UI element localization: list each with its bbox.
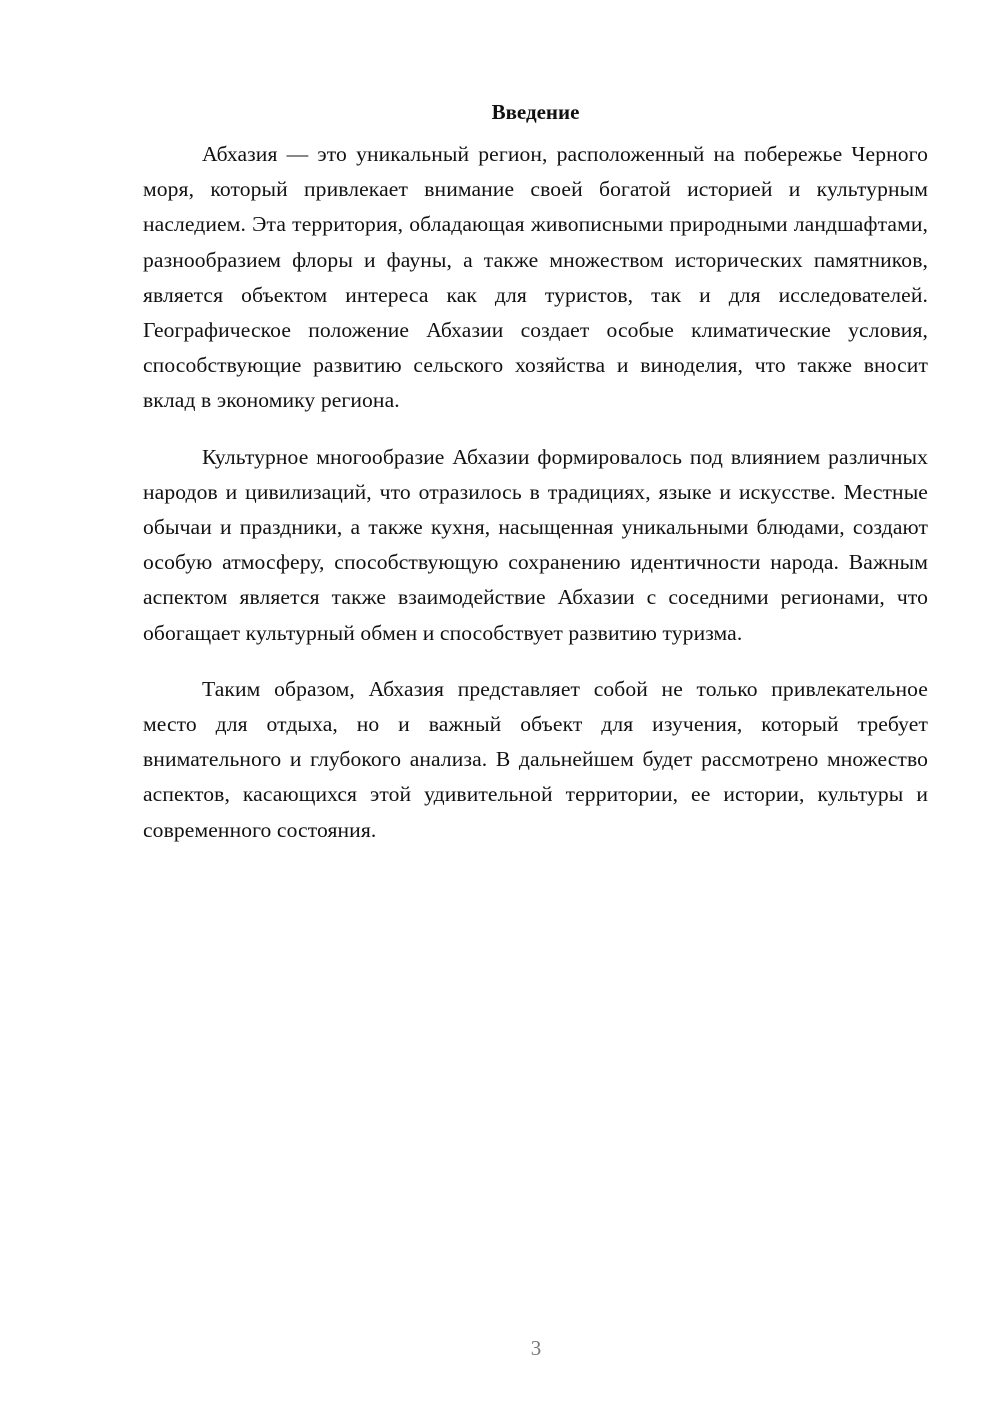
- section-heading: Введение: [491, 100, 580, 124]
- paragraph-3: Таким образом, Абхазия представляет собой не только привлекательное место для отдыха, но и важный объект для изучения, который требует внимательного и глубокого анализа. В дальнейшем будет рассмотрено множество аспектов, касающихся этой удивительной территории, ее истории, культуры и современного состояния.: [143, 676, 928, 842]
- paragraph-1: Абхазия — это уникальный регион, расположенный на побережье Черного моря, который привлекает внимание своей богатой историей и культурным наследием. Эта территория, обладающая живописными природными ландшафтами, разнообразием флоры и фауны, а также множеством исторических памятников, является объектом интереса как для туристов, так и для исследователей. Географическое положение Абхазии создает особые климатические условия, способствующие развитию сельского хозяйства и виноделия, что также вносит вклад в экономику региона.: [143, 142, 928, 413]
- page-number: 3: [530, 1336, 542, 1360]
- paragraph-2: Культурное многообразие Абхазии формировалось под влиянием различных народов и цивилизаций, что отразилось в традициях, языке и искусстве. Местные обычаи и праздники, а также кухня, насыщенная уникальными блюдами, создают особую атмосферу, способствующую сохранению идентичности народа. Важным аспектом является также взаимодействие Абхазии с соседними регионами, что обогащает культурный обмен и способствует развитию туризма.: [143, 444, 928, 645]
- page-content: [143, 96, 928, 848]
